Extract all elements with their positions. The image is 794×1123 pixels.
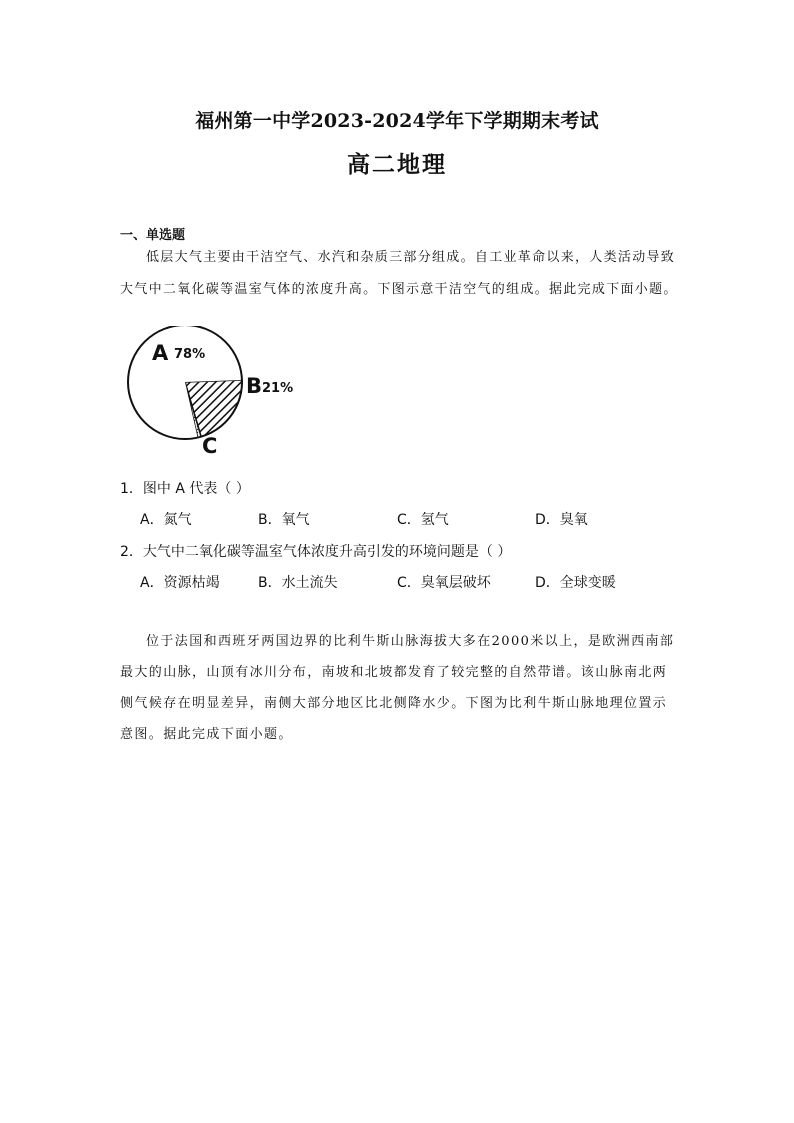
question-1-option-c: C．氢气 — [397, 512, 449, 528]
question-2-option-d: D．全球变暖 — [535, 575, 616, 591]
pie-label-c: C — [202, 434, 218, 458]
question-1-option-d: D．臭氧 — [535, 512, 588, 528]
question-2-option-c: C．臭氧层破坏 — [397, 575, 491, 591]
passage-pyrenees: 位于法国和西班牙两国边界的比利牛斯山脉海拔大多在2000米以上，是欧洲西南部最大的山脉，山顶有冰川分布，南坡和北坡都发育了较完整的自然带谱。该山脉南北两侧气候存在明显差异，南侧大部分地区比北侧降水少。下图为比利牛斯山脉地理位置示意图。据此完成下面小题。 — [120, 634, 675, 742]
air-composition-pie-chart — [118, 326, 308, 462]
question-1-option-a: A．氮气 — [140, 512, 192, 528]
section-heading: 一、单选题 — [120, 228, 186, 243]
subject-title: 高二地理 — [347, 151, 447, 178]
pie-slices — [128, 326, 242, 439]
pie-label-b: B — [246, 374, 263, 398]
passage-air-composition: 低层大气主要由干洁空气、水汽和杂质三部分组成。自工业革命以来，人类活动导致大气中二氧化碳等温室气体的浓度升高。下图示意干洁空气的组成。据此完成下面小题。 — [120, 250, 678, 297]
question-2-stem: 2．大气中二氧化碳等温室气体浓度升高引发的环境问题是（ ） — [120, 544, 512, 560]
question-2-option-a: A．资源枯竭 — [140, 575, 220, 591]
question-1-option-b: B．氧气 — [258, 512, 310, 528]
exam-title: 福州第一中学2023-2024学年下学期期末考试 — [195, 110, 599, 132]
pie-value-b: 21% — [262, 381, 294, 396]
question-2-option-b: B．水土流失 — [258, 575, 338, 591]
pie-value-a: 78% — [174, 347, 206, 362]
pie-label-a: A — [152, 341, 169, 365]
question-1-stem: 1．图中 A 代表（ ） — [120, 481, 250, 497]
